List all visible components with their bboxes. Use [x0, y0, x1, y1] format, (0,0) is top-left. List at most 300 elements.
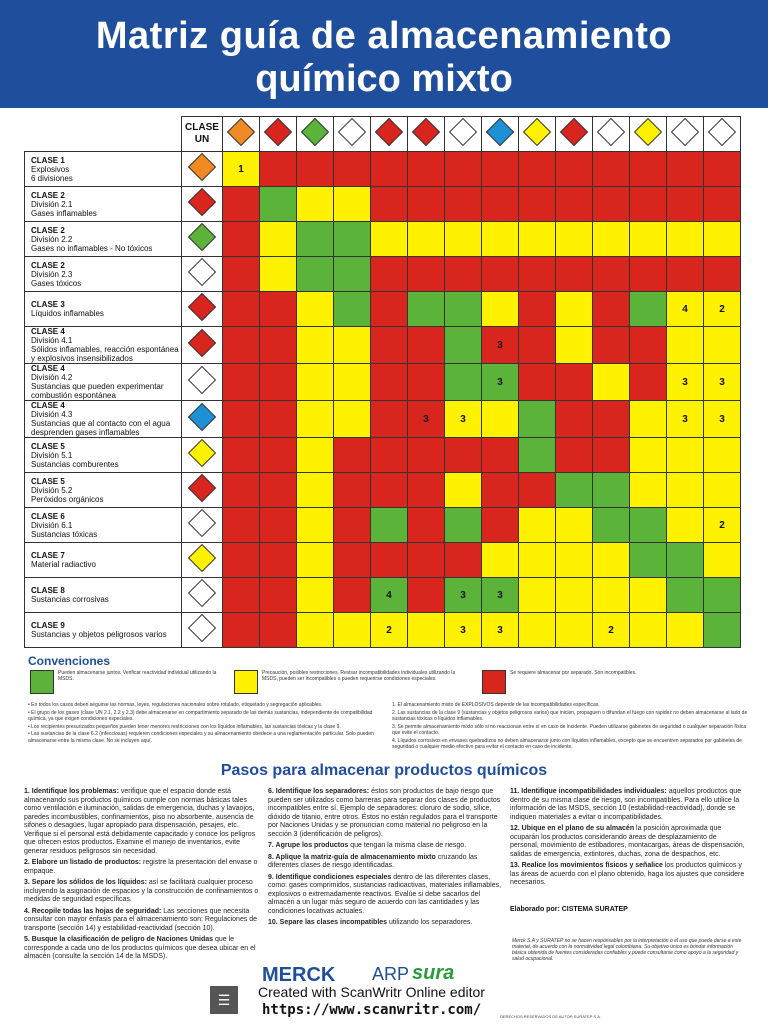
- oxidizer-icon: [188, 438, 216, 466]
- matrix-cell: [445, 508, 482, 543]
- row-label-line: Peróxidos orgánicos: [31, 494, 104, 504]
- matrix-cell: [593, 152, 630, 187]
- header-toxic-icon: [593, 117, 630, 152]
- note-item: • Las sustancias de la clase 6.2 (infecciosas) requieren condiciones especiales y su almacenamiento obedece a una reglamentación particular. Solo pueden almacenarse entre la misma clase. No se incluyen aquí.: [28, 731, 374, 744]
- row-label: [25, 257, 182, 292]
- matrix-cell: [519, 543, 556, 578]
- row-label: [25, 438, 182, 473]
- matrix-cell: [408, 257, 445, 292]
- matrix-cell: [704, 438, 741, 473]
- matrix-cell: [482, 152, 519, 187]
- matrix-cell: [667, 613, 704, 648]
- row-label-line: División 4.3: [31, 410, 73, 419]
- step-heading: 8. Aplique la matriz-guía de almacenamiento mixto: [268, 853, 436, 861]
- header-flammable-gas-icon: [260, 117, 297, 152]
- matrix-cell: [630, 327, 667, 364]
- matrix-cell: [260, 222, 297, 257]
- radioactive-icon: [188, 543, 216, 571]
- matrix-cell: [445, 187, 482, 222]
- compatibility-table: [24, 116, 741, 648]
- flammable-gas-icon: [188, 187, 216, 215]
- matrix-cell: [630, 152, 667, 187]
- row-label-line: CLASE 7: [31, 551, 65, 560]
- matrix-cell: [630, 292, 667, 327]
- matrix-cell: 2: [704, 508, 741, 543]
- matrix-cell: [519, 401, 556, 438]
- scanwritr-watermark: [210, 984, 540, 1022]
- step-heading: 5. Busque la clasificación de peligro de Naciones Unidas: [24, 936, 214, 943]
- green-swatch: [30, 670, 54, 694]
- matrix-cell: [519, 473, 556, 508]
- matrix-cell: [223, 438, 260, 473]
- matrix-cell: [297, 543, 334, 578]
- spontaneously-combustible-icon: [188, 365, 216, 393]
- matrix-cell: [408, 292, 445, 327]
- step-heading: 3. Separe los sólidos de los líquidos:: [24, 879, 147, 886]
- matrix-cell: [445, 543, 482, 578]
- flammable-liquid-icon: [188, 292, 216, 320]
- row-label-line: CLASE 2: [31, 225, 65, 235]
- matrix-cell: [371, 152, 408, 187]
- header-organic-peroxide-icon: [556, 117, 593, 152]
- step-item: [24, 859, 260, 876]
- row-label-line: Sustancias que al contacto con el agua: [31, 419, 171, 428]
- matrix-cell: [482, 222, 519, 257]
- table-row: [25, 473, 741, 508]
- matrix-cell: [408, 222, 445, 257]
- matrix-cell: [593, 543, 630, 578]
- matrix-cell: [408, 187, 445, 222]
- matrix-cell: [297, 292, 334, 327]
- note-item: 4. Líquidos corrosivos en envases quebradizos no deben almacenarse junto con líquidos inflamables, excepto que se encuentren separados por gabinetes de seguridad o cualquier medio efectivo para evitar el contacto en caso de incidente.: [392, 737, 742, 750]
- row-label-line: División 5.2: [31, 485, 73, 495]
- step-heading: 7. Agrupe los productos: [268, 842, 349, 849]
- step-heading: 11. Identifique incompatibilidades individuales:: [510, 788, 667, 795]
- matrix-cell: 3: [667, 401, 704, 438]
- matrix-cell: [482, 508, 519, 543]
- step-item: [24, 908, 260, 934]
- row-label-line: Sustancias comburentes: [31, 459, 119, 469]
- oxidizer-icon: [523, 117, 551, 145]
- matrix-cell: [593, 508, 630, 543]
- organic-peroxide-icon: [188, 473, 216, 501]
- matrix-cell: [482, 292, 519, 327]
- header-radioactive-icon: [630, 117, 667, 152]
- radioactive-icon: [634, 117, 662, 145]
- matrix-cell: [482, 473, 519, 508]
- step-heading: 4. Recopile todas las hojas de seguridad:: [24, 907, 162, 915]
- matrix-cell: [371, 257, 408, 292]
- matrix-cell: [519, 438, 556, 473]
- watermark-line-1: Created with ScanWritr Online editor: [258, 984, 485, 1000]
- matrix-cell: [630, 543, 667, 578]
- matrix-cell: [297, 327, 334, 364]
- matrix-cell: [556, 401, 593, 438]
- convention-red: Se requiere almacenar por separado. Son incompatibles.: [510, 670, 637, 676]
- note-item: 3. Se permite almacenamiento mixto sólo si no reaccionan entre sí en caso de incidente. Pueden utilizarse gabinetes de seguridad o cualquier separación física que evite el contacto.: [392, 723, 747, 736]
- step-text: éstos son productos de bajo riesgo que pueden ser utilizados como barreras para separar dos clases de productos incompatibles entre sí. Ejemplo de separadores: cloruro de sodio, sílice, dióxido de titanio, entre otros. Éstos no están regulados para el transporte por Naciones Unidas y se pronuncian como material no peligroso en la sección 3 (identificación de peligros).: [268, 788, 501, 838]
- matrix-cell: [556, 152, 593, 187]
- matrix-cell: [704, 327, 741, 364]
- row-label-line: CLASE 2: [31, 190, 65, 200]
- matrix-cell: [260, 292, 297, 327]
- matrix-cell: [445, 327, 482, 364]
- row-label-line: Explosivos: [31, 164, 70, 174]
- matrix-cell: [593, 257, 630, 292]
- matrix-cell: [408, 543, 445, 578]
- matrix-cell: [630, 222, 667, 257]
- page-header: [0, 0, 768, 108]
- arp-logo: ARP: [372, 964, 410, 984]
- matrix-cell: [260, 187, 297, 222]
- matrix-cell: [482, 438, 519, 473]
- header-dangerous-when-wet-icon: [482, 117, 519, 152]
- matrix-cell: [260, 543, 297, 578]
- step-item: [268, 919, 504, 928]
- row-label-line: CLASE 8: [31, 586, 65, 595]
- step-item: [24, 788, 260, 856]
- matrix-cell: [556, 187, 593, 222]
- matrix-cell: [223, 257, 260, 292]
- step-heading: 10. Separe las clases incompatibles: [268, 919, 388, 926]
- step-item: [268, 788, 504, 839]
- dangerous-when-wet-icon: [486, 117, 514, 145]
- matrix-cell: 2: [593, 613, 630, 648]
- matrix-cell: [704, 222, 741, 257]
- matrix-cell: [556, 613, 593, 648]
- disclaimer: Merck S.A y SURATEP no se hacen responsables por la interpretación o el uso que pueda darse a este material, de acuerdo con la normatividad legal colombiana. Su objetivo único es brindar información básica obtenida de fuentes consideradas confiables y puede consultarse como apoyo a la seguridad y salud ocupacional.: [512, 938, 742, 962]
- table-row: [25, 613, 741, 648]
- matrix-cell: [630, 257, 667, 292]
- matrix-cell: [371, 222, 408, 257]
- clase-un-label: CLASE UN: [182, 117, 223, 152]
- matrix-cell: [408, 508, 445, 543]
- matrix-cell: [704, 473, 741, 508]
- matrix-cell: [556, 473, 593, 508]
- table-row: [25, 257, 741, 292]
- matrix-cell: [371, 473, 408, 508]
- matrix-cell: [371, 543, 408, 578]
- matrix-cell: [667, 152, 704, 187]
- step-heading: 12. Ubique en el plano de su almacén: [510, 825, 635, 832]
- matrix-cell: [334, 364, 371, 401]
- table-row: [25, 187, 741, 222]
- note-item: 2. Las sustancias de la clase 9 (sustancias y objetos peligrosos varios) que inicien, propaguen o difundan el fuego con rapidez no deben almacenarse al lado de sustancias tóxicas o líquidos inflamables.: [392, 709, 748, 722]
- row-label-line: División 2.2: [31, 234, 73, 244]
- yellow-swatch: [234, 670, 258, 694]
- step-heading: 1. Identifique los problemas:: [24, 788, 119, 795]
- matrix-cell: [704, 578, 741, 613]
- matrix-cell: [445, 152, 482, 187]
- row-label-line: CLASE 4: [31, 364, 65, 373]
- toxic-icon: [188, 508, 216, 536]
- table-row: [25, 543, 741, 578]
- matrix-cell: [667, 543, 704, 578]
- matrix-cell: [519, 292, 556, 327]
- table-row: [25, 152, 741, 187]
- matrix-cell: [630, 473, 667, 508]
- step-item: [268, 854, 504, 871]
- matrix-cell: [556, 438, 593, 473]
- matrix-cell: [223, 508, 260, 543]
- matrix-cell: [630, 438, 667, 473]
- corrosive-icon: [671, 117, 699, 145]
- matrix-cell: [482, 401, 519, 438]
- matrix-cell: 3: [667, 364, 704, 401]
- row-icon-cell: [182, 364, 223, 401]
- matrix-cell: [445, 364, 482, 401]
- convention-green: Pueden almacenarse juntos. Verificar reactividad individual utilizando la MSDS.: [58, 670, 217, 682]
- step-text: así se facilitará cualquier proceso incluyendo la asignación de espacios y la construcción de confinamientos o medidas de seguridad específicas.: [24, 879, 259, 903]
- matrix-cell: [408, 578, 445, 613]
- watermark-line-2: https://www.scanwritr.com/: [262, 1002, 482, 1018]
- matrix-cell: 3: [445, 578, 482, 613]
- row-label-line: División 6.1: [31, 520, 73, 530]
- matrix-cell: [223, 401, 260, 438]
- matrix-cell: [334, 257, 371, 292]
- pasos-title: Pasos para almacenar productos químicos: [220, 762, 548, 779]
- matrix-cell: [371, 508, 408, 543]
- toxic-icon: [597, 117, 625, 145]
- row-icon-cell: [182, 578, 223, 613]
- matrix-cell: [297, 364, 334, 401]
- step-heading: 13. Realice los movimientos físicos y señalice: [510, 862, 663, 869]
- miscellaneous-icon: [708, 117, 736, 145]
- matrix-cell: 4: [667, 292, 704, 327]
- step-item: [510, 788, 746, 822]
- matrix-cell: [630, 578, 667, 613]
- matrix-cell: [260, 473, 297, 508]
- toxic-gas-icon: [338, 117, 366, 145]
- matrix-cell: [630, 401, 667, 438]
- row-label: [25, 401, 182, 438]
- note-item: 1. El almacenamiento mixto de EXPLOSIVOS depende de las incompatibilidades específicas.: [392, 702, 600, 708]
- row-label-line: CLASE 5: [31, 476, 65, 486]
- row-label: [25, 508, 182, 543]
- matrix-cell: [519, 578, 556, 613]
- step-text: que tengan la misma clase de riesgo.: [348, 842, 467, 849]
- matrix-cell: [223, 364, 260, 401]
- matrix-cell: [297, 401, 334, 438]
- flammable-gas-icon: [264, 117, 292, 145]
- matrix-cell: 2: [704, 292, 741, 327]
- matrix-cell: [519, 508, 556, 543]
- matrix-cell: [297, 613, 334, 648]
- row-label: [25, 292, 182, 327]
- row-icon-cell: [182, 187, 223, 222]
- table-row: [25, 438, 741, 473]
- matrix-cell: 3: [482, 327, 519, 364]
- matrix-cell: [297, 578, 334, 613]
- row-label-line: Sustancias y objetos peligrosos varios: [31, 630, 167, 639]
- matrix-cell: 3: [408, 401, 445, 438]
- row-label: [25, 473, 182, 508]
- matrix-cell: [630, 508, 667, 543]
- matrix-cell: [223, 613, 260, 648]
- matrix-cell: [334, 401, 371, 438]
- matrix-cell: [223, 222, 260, 257]
- matrix-cell: [482, 257, 519, 292]
- steps-column-3: [510, 788, 746, 891]
- matrix-cell: [630, 187, 667, 222]
- row-label-line: 6 divisiones: [31, 173, 73, 183]
- matrix-cell: [260, 327, 297, 364]
- matrix-cell: [593, 401, 630, 438]
- step-item: [268, 842, 504, 851]
- corrosive-icon: [188, 578, 216, 606]
- matrix-cell: 3: [704, 364, 741, 401]
- step-text: la posición aproximada que ocuparán los productos considerando áreas de desplazamiento de personal, movimiento de estibadores, montacargas, áreas de dispensación, salidas de emergencia, extintores, duchas, zona de despachos, etc.: [510, 825, 745, 858]
- row-icon-cell: [182, 613, 223, 648]
- row-label-line: Gases inflamables: [31, 208, 97, 218]
- matrix-cell: [667, 578, 704, 613]
- matrix-cell: [630, 364, 667, 401]
- matrix-cell: [223, 578, 260, 613]
- matrix-cell: 3: [445, 401, 482, 438]
- matrix-cell: [519, 327, 556, 364]
- step-item: [510, 862, 746, 888]
- step-text: cruzando las diferentes clases de riesgo identificadas.: [268, 853, 478, 869]
- flammable-solid-icon: [412, 117, 440, 145]
- matrix-cell: [371, 438, 408, 473]
- matrix-cell: 2: [371, 613, 408, 648]
- step-text: registre la presentación del envase o empaque.: [24, 859, 258, 875]
- step-text: los productos químicos y las áreas de acuerdo con el plano obtenido, haga los ajustes que considere necesarios.: [510, 862, 745, 886]
- matrix-cell: [667, 438, 704, 473]
- matrix-cell: [223, 327, 260, 364]
- table-row: [25, 327, 741, 364]
- row-label-line: CLASE 9: [31, 621, 65, 630]
- row-label-line: Sustancias corrosivas: [31, 595, 109, 604]
- matrix-cell: [519, 364, 556, 401]
- header-corrosive-icon: [667, 117, 704, 152]
- row-label-line: Material radiactivo: [31, 560, 96, 569]
- matrix-cell: [371, 292, 408, 327]
- row-label-line: División 5.1: [31, 450, 73, 460]
- matrix-cell: [667, 508, 704, 543]
- row-icon-cell: [182, 438, 223, 473]
- matrix-cell: [297, 257, 334, 292]
- matrix-cell: [334, 473, 371, 508]
- organic-peroxide-icon: [560, 117, 588, 145]
- matrix-cell: [667, 222, 704, 257]
- spontaneously-combustible-icon: [449, 117, 477, 145]
- row-label-line: Sustancias tóxicas: [31, 529, 98, 539]
- flammable-liquid-icon: [375, 117, 403, 145]
- table-row: [25, 364, 741, 401]
- matrix-cell: [519, 613, 556, 648]
- toxic-gas-icon: [188, 257, 216, 285]
- matrix-cell: 4: [371, 578, 408, 613]
- table-row: [25, 578, 741, 613]
- step-item: [24, 936, 260, 962]
- matrix-cell: [297, 473, 334, 508]
- row-icon-cell: [182, 327, 223, 364]
- matrix-cell: [334, 543, 371, 578]
- dangerous-when-wet-icon: [188, 402, 216, 430]
- matrix-cell: [556, 508, 593, 543]
- row-label-line: División 2.1: [31, 199, 73, 209]
- red-swatch: [482, 670, 506, 694]
- matrix-cell: [445, 257, 482, 292]
- title-line-1: Matriz guía de almacenamiento: [95, 15, 673, 57]
- matrix-cell: [260, 613, 297, 648]
- matrix-cell: [297, 438, 334, 473]
- matrix-cell: [593, 187, 630, 222]
- numbered-notes: [392, 702, 748, 752]
- matrix-cell: [556, 257, 593, 292]
- matrix-cell: 3: [482, 364, 519, 401]
- step-text: verifique que el espacio donde está almacenando sus productos químicos cumple con normas básicas tales como ventilación e iluminación, salidas de emergencia, duchas y lavaojos, paredes incombustibles, confinamientos, piso no absorbente, ausencia de sifones o desagües, lugar apropiado para dispensación, pesajes, etc. Verifique si el personal está debidamente capacitado y conoce los peligros que ofrecen estos productos. Examine el manejo de inventarios, evite generar residuos peligrosos sin necesidad.: [24, 788, 256, 855]
- step-item: [510, 825, 746, 859]
- matrix-cell: [519, 187, 556, 222]
- miscellaneous-icon: [188, 613, 216, 641]
- matrix-cell: [334, 613, 371, 648]
- matrix-cell: [334, 187, 371, 222]
- matrix-cell: [334, 578, 371, 613]
- row-icon-cell: [182, 473, 223, 508]
- matrix-cell: [593, 438, 630, 473]
- row-label: [25, 543, 182, 578]
- non-flammable-gas-icon: [301, 117, 329, 145]
- row-label-line: y explosivos insensibilizados: [31, 354, 133, 363]
- matrix-cell: [260, 508, 297, 543]
- non-flammable-gas-icon: [188, 222, 216, 250]
- matrix-cell: [593, 222, 630, 257]
- matrix-cell: 3: [704, 401, 741, 438]
- row-label-line: CLASE 2: [31, 260, 65, 270]
- row-icon-cell: [182, 152, 223, 187]
- matrix-cell: [667, 327, 704, 364]
- step-heading: 9. Identifique condiciones especiales: [268, 873, 392, 881]
- matrix-cell: [445, 473, 482, 508]
- matrix-cell: [519, 152, 556, 187]
- matrix-cell: [371, 364, 408, 401]
- matrix-cell: [408, 438, 445, 473]
- step-text: aquellos productos que dentro de su misma clase de riesgo, son incompatibles. Para ello utilice la información de las MSDS, sección 10 (estabilidad-reactividad), donde se indiquen materiales a evitar o incompatibilidades.: [510, 788, 742, 821]
- matrix-cell: [556, 578, 593, 613]
- matrix-cell: [704, 152, 741, 187]
- explosive-icon: [227, 117, 255, 145]
- header-oxidizer-icon: [519, 117, 556, 152]
- matrix-cell: [408, 327, 445, 364]
- matrix-cell: [593, 473, 630, 508]
- explosive-icon: [188, 152, 216, 180]
- note-item: • Los recipientes presurizados pequeños pueden tener menores restricciones con los líquidos inflamables, las sustancias tóxicas y la clase 9.: [28, 723, 341, 730]
- matrix-cell: [630, 613, 667, 648]
- matrix-cell: [260, 257, 297, 292]
- row-icon-cell: [182, 401, 223, 438]
- header-flammable-liquid-icon: [371, 117, 408, 152]
- step-text: utilizando los separadores.: [387, 919, 473, 926]
- matrix-cell: [556, 327, 593, 364]
- table-row: [25, 401, 741, 438]
- table-row: [25, 292, 741, 327]
- matrix-cell: [445, 222, 482, 257]
- matrix-cell: [334, 438, 371, 473]
- general-notes: [28, 702, 378, 745]
- steps-column-2: [268, 788, 504, 931]
- row-label: [25, 364, 182, 401]
- matrix-cell: [260, 578, 297, 613]
- matrix-cell: [297, 508, 334, 543]
- derechos-reservados: DERECHOS RESERVADOS DE AUTOR SURATEP S.A.: [500, 1014, 601, 1019]
- matrix-cell: [223, 292, 260, 327]
- matrix-cell: [519, 222, 556, 257]
- row-label-line: CLASE 3: [31, 300, 65, 309]
- matrix-cell: [371, 327, 408, 364]
- matrix-cell: [704, 543, 741, 578]
